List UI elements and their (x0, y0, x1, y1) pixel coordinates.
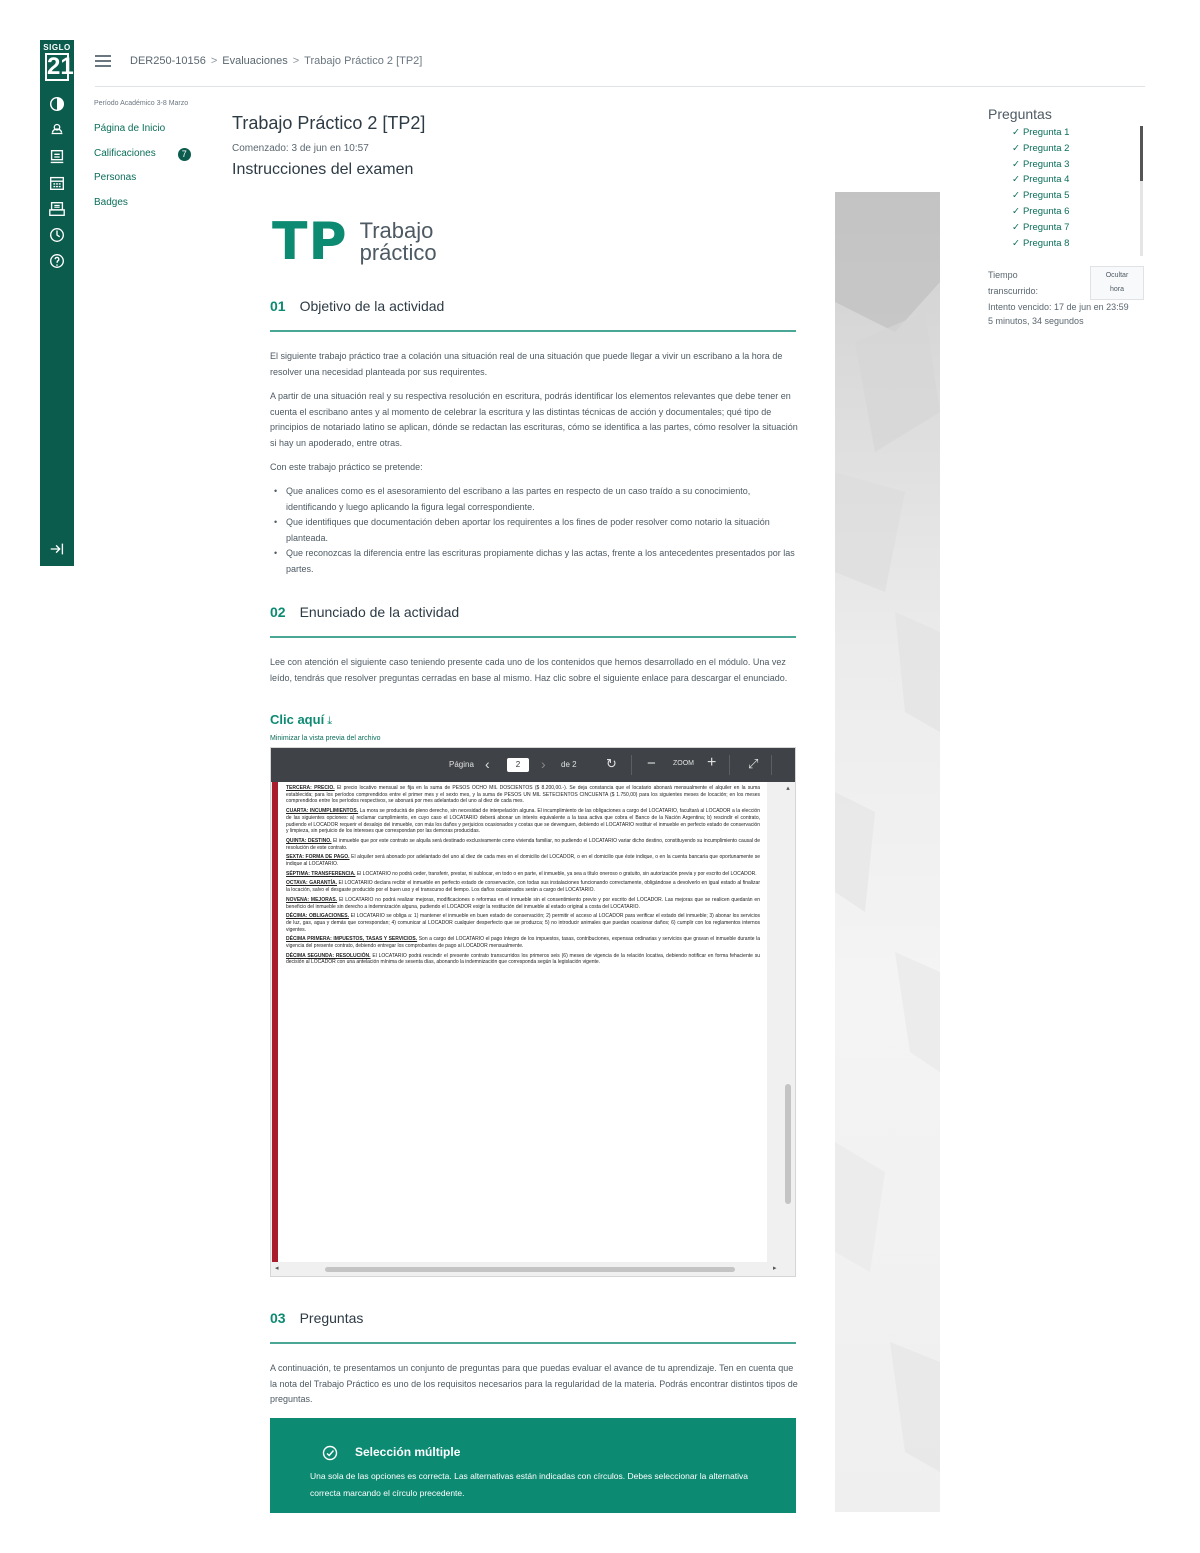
question-link[interactable] (1012, 222, 1132, 238)
answered-check-icon: ✓ (1012, 174, 1020, 186)
section-number: 03 (270, 1310, 286, 1326)
timer-label: Tiempo transcurrido: (988, 270, 1039, 296)
breadcrumb-current: Trabajo Práctico 2 [TP2] (304, 55, 423, 67)
clause-heading: SEXTA: FORMA DE PAGO. (286, 854, 350, 861)
question-label: Pregunta 7 (1022, 221, 1070, 233)
question-label: Pregunta 5 (1022, 190, 1070, 202)
toolbar-divider (729, 755, 730, 775)
course-nav (94, 100, 204, 221)
clause-text: El inmueble que por este contrato se alquila será destinado exclusivamente como vivienda familiar, no pudiendo el LOCATARIO variar dicho destino, constituyendo su incumplimiento causal de resolución de este contrato. (286, 837, 760, 851)
document-page (272, 782, 767, 1262)
document-clause (286, 913, 760, 933)
answered-check-icon: ✓ (1012, 142, 1020, 154)
course-nav-badges[interactable]: Badges (94, 196, 128, 208)
question-label: Pregunta 4 (1022, 174, 1070, 186)
inbox-icon[interactable] (47, 200, 67, 220)
clause-heading: TERCERA: PRECIO. (286, 785, 335, 791)
section-label: Preguntas (299, 1310, 364, 1326)
attempt-due: Intento vencido: 17 de jun en 23:59 (988, 302, 1129, 312)
document-text (286, 785, 760, 969)
decorative-background-image (835, 192, 940, 1512)
scroll-right-icon[interactable]: ▸ (773, 1265, 777, 1272)
clause-heading: DÉCIMA SEGUNDA: RESOLUCIÓN. (286, 952, 371, 959)
siglo21-logo[interactable] (40, 40, 74, 88)
instructions-heading: Instrucciones del examen (232, 161, 414, 178)
viewer-horizontal-scrollbar[interactable] (275, 1264, 779, 1274)
scroll-up-icon[interactable]: ▴ (786, 785, 790, 792)
question-link[interactable] (1012, 159, 1132, 175)
clause-text: El LOCATARIO se obliga a: 1) mantener el inmueble en buen estado de conservación; 2) permitir el acceso al LOCADOR para verificar el estado del inmueble; 3) abonar los servicios de luz, gas, agua y demás que correspondan; 4) comunicar al LOCADOR cualquier desperfecto que se produzca; 5) no introducir animales que puedan ocasionar daños; 6) cumplir con los reglamentos internos vigentes. (286, 913, 760, 933)
menu-toggle-icon[interactable] (95, 55, 111, 67)
breadcrumb-course[interactable]: DER250-10156 (130, 55, 206, 67)
document-clause (286, 953, 760, 966)
document-clause (286, 785, 760, 805)
clause-heading: OCTAVA: GARANTÍA. (286, 880, 337, 887)
clause-heading: QUINTA: DESTINO. (286, 837, 332, 844)
clause-heading: SÉPTIMA: TRANSFERENCIA. (286, 870, 356, 877)
history-icon[interactable] (47, 226, 67, 246)
clause-text: El precio locativo mensual se fija en la suma de PESOS OCHO MIL DOSCIENTOS ($ 8.200,00.-). Se deja constancia que el locatario abonará mensualmente el alquiler en la suma establecida; para los períodos comprendidos entre el primer mes y el sexto mes, y la suma de PESOS UN MIL SETECIENTOS CINCUENTA ($ 1.750,00) para los siguientes meses de locación; en los meses comprendidos entre los períodos respectivos, se abonará por mes adelantado del uno al diez de cada mes. (286, 785, 761, 805)
list-item: • Que identifiques que documentación deben aportar los requirentes a los fines de poder resolver como notario la situación planteada. (274, 515, 798, 546)
account-icon[interactable] (47, 120, 67, 140)
zoom-out-icon[interactable]: − (647, 755, 656, 772)
card-title: Selección múltiple (355, 1445, 461, 1459)
list-item: • Que reconozcas la diferencia entre las escrituras propiamente dichas y las actas, frente a los antecedentes presentados por las partes. (274, 546, 798, 577)
card-text: Una sola de las opciones es correcta. Las alternativas están indicadas con círculos. Debes seleccionar la alternativa correcta marcando el círculo precedente. (310, 1471, 748, 1498)
started-at: Comenzado: 3 de jun en 10:57 (232, 143, 369, 154)
answered-check-icon: ✓ (1012, 237, 1020, 249)
clause-heading: DÉCIMA PRIMERA: IMPUESTOS, TASAS Y SERVICIOS. (286, 936, 418, 943)
question-link[interactable] (1012, 127, 1132, 143)
download-link[interactable]: Clic aquí ⤓ (270, 712, 333, 727)
theme-icon[interactable] (47, 95, 67, 115)
fullscreen-icon[interactable]: ⤢ (748, 756, 759, 771)
tp-logo-text: Trabajo práctico (359, 218, 437, 265)
answered-check-icon: ✓ (1012, 205, 1020, 217)
page-total: de 2 (561, 760, 577, 769)
viewer-toolbar (271, 748, 795, 782)
objective-list (274, 484, 798, 578)
question-link[interactable] (1012, 174, 1132, 190)
toolbar-divider (631, 755, 632, 775)
breadcrumb-section[interactable]: Evaluaciones (222, 55, 288, 67)
answered-check-icon: ✓ (1012, 127, 1020, 138)
document-clause (286, 808, 760, 835)
document-viewer (270, 747, 796, 1277)
questions-title: Preguntas (988, 106, 1052, 122)
page-number-input[interactable]: 2 (507, 758, 529, 772)
tp-logo-mark: TP (272, 212, 348, 272)
questions-scrollbar[interactable] (1140, 126, 1143, 256)
header-divider (95, 86, 1145, 87)
section-label: Objetivo de la actividad (299, 298, 445, 314)
logo-number: 21 (47, 53, 74, 80)
objective-paragraph-2: A partir de una situación real y su respectiva resolución en escritura, podrás identificar los elementos relevantes que debe tener en cuenta el escribano antes y al momento de celebrar la escritura y las distintas técnicas de acción y documentales; qué tipo de principios de notariado latino se aplican, dónde se redactan las escrituras, cómo se identifica a las partes, cómo resolver la situación si hay un apoderado, entre otras. (270, 391, 798, 448)
prev-page-icon[interactable]: ‹ (485, 756, 490, 772)
next-page-icon[interactable]: › (541, 756, 546, 772)
questions-list (1012, 127, 1132, 257)
clause-text: El alquiler será abonado por adelantado del uno al diez de cada mes en el domicilio del LOCADOR, o en el domicilio que éste indique, o en la cuenta bancaria que oportunamente se indique al LOCATARIO. (286, 854, 760, 868)
question-label: Pregunta 1 (1022, 127, 1070, 138)
scrollbar-thumb[interactable] (1140, 126, 1143, 181)
answered-check-icon: ✓ (1012, 221, 1020, 233)
question-label: Pregunta 2 (1022, 142, 1070, 154)
clause-text: La mora se producirá de pleno derecho, sin necesidad de interpelación alguna. El incumplimiento de las obligaciones a cargo del LOCATARIO, facultará al LOCADOR a la elección de las siguientes opciones: a) reclamar cumplimiento, en cuyo caso el LOCATARIO deberá abonar un interés equivalente a la tasa activa que cobra el Banco de la Nación Argentina; b) rescindir el contrato, pudiendo el LOCADOR requerir el desalojo del inmueble, con más los daños y perjuicios ocasionados y costas que se devenguen, debiendo el LOCATARIO restituir el inmueble en perfecto estado de conservación y limpieza, sin perjuicio de los intereses que correspondan por las demoras producidas. (286, 808, 760, 835)
rotate-icon[interactable]: ↻ (606, 756, 617, 771)
tp-logo (272, 214, 437, 270)
clause-text: El LOCATARIO declara recibir el inmueble en perfecto estado de conservación, con todas sus instalaciones funcionando correctamente, obligándose a devolverlo en igual estado al finalizar la locación, salvo el desgaste producido por el buen uso y el transcurso del tiempo. Los daños ocasionados serán a cargo del LOCATARIO. (286, 880, 760, 894)
clause-text: El LOCATARIO podrá rescindir el presente contrato transcurridos los primeros seis (6) meses de vigencia de la relación locativa, debiendo notificar en forma fehaciente su decisión al LOCADOR con una antelación mínima de sesenta días, abonando la indemnización que corresponda según la legislación vigente. (286, 952, 760, 966)
clause-heading: NOVENA: MEJORAS. (286, 896, 338, 903)
breadcrumb-separator: > (292, 55, 300, 67)
question-label: Pregunta 6 (1022, 205, 1070, 217)
objective-paragraph-3: Con este trabajo práctico se pretende: (270, 462, 423, 472)
breadcrumb-separator: > (210, 55, 218, 67)
calendar-icon[interactable] (47, 174, 67, 194)
courses-icon[interactable] (47, 148, 67, 168)
page-label: Página (449, 760, 474, 769)
section-divider (270, 636, 796, 638)
document-margin-bar (272, 782, 278, 1262)
clause-heading: DÉCIMA: OBLIGACIONES. (286, 913, 349, 920)
question-link[interactable] (1012, 143, 1132, 159)
breadcrumb (130, 55, 422, 67)
course-nav-people[interactable]: Personas (94, 172, 137, 183)
question-link[interactable] (1012, 206, 1132, 222)
page-title: Trabajo Práctico 2 [TP2] (232, 113, 426, 133)
scrollbar-thumb[interactable] (325, 1267, 735, 1272)
course-nav-home[interactable]: Página de Inicio (94, 123, 166, 134)
zoom-label: ZOOM (673, 760, 694, 767)
document-clause (286, 838, 760, 851)
objective-paragraph-1: El siguiente trabajo práctico trae a colación una situación real de una situación que puede llegar a vivir un escribano a la hora de resolver una necesidad planteada por sus requirentes. (270, 351, 783, 377)
help-icon[interactable] (47, 252, 67, 272)
scrollbar-thumb[interactable] (785, 1084, 791, 1204)
clause-text: Son a cargo del LOCATARIO el pago íntegro de los impuestos, tasas, contribuciones, expensas ordinarias y servicios que gravan el inmueble durante la vigencia del presente contrato, debiendo entregar los comprobantes de pago al LOCADOR mensualmente. (286, 936, 760, 950)
clause-text: El LOCATARIO no podrá realizar mejoras, modificaciones o reformas en el inmueble sin el consentimiento previo y por escrito del LOCADOR. Las mejoras que se realicen quedarán en beneficio del inmueble sin derecho a indemnización alguna, pudiendo el LOCADOR exigir la restitución del inmueble al estado original a costa del LOCATARIO. (286, 896, 760, 910)
section-divider (270, 1342, 796, 1344)
download-icon: ⤓ (327, 715, 333, 727)
section-label: Enunciado de la actividad (299, 604, 460, 620)
zoom-in-icon[interactable]: + (707, 754, 717, 771)
question-link[interactable] (1012, 238, 1132, 254)
section-questions-heading (270, 1310, 796, 1328)
logo-text: SIGLO (43, 43, 71, 52)
document-clause (286, 871, 760, 878)
collapse-icon[interactable] (47, 540, 67, 560)
answered-check-icon: ✓ (1012, 158, 1020, 170)
questions-paragraph: A continuación, te presentamos un conjunto de preguntas para que puedas evaluar el avance de tu aprendizaje. Ten en cuenta que la nota del Trabajo Práctico es uno de los requisitos necesarios para la regularidad de la materia. Podrás encontrar distintos tipos de preguntas. (270, 1363, 798, 1405)
section-objective-heading (270, 298, 796, 316)
section-number: 01 (270, 298, 286, 314)
viewer-vertical-scrollbar[interactable] (783, 784, 793, 1262)
document-clause (286, 880, 760, 893)
course-nav-grades[interactable]: Calificaciones 7 (94, 148, 204, 173)
grades-badge: 7 (178, 148, 191, 161)
clause-text: El LOCATARIO no podrá ceder, transferir, prestar, ni sublocar, en todo o en parte, el inmueble, ya sea a título oneroso o gratuito, sin autorización previa y por escrito del LOCADOR. (355, 870, 757, 877)
list-item: • Que analices como es el asesoramiento del escribano a las partes en respecto de un caso traído a su conocimiento, identificando y luego aplicando la figura legal correspondiente. (274, 484, 798, 515)
answered-check-icon: ✓ (1012, 190, 1020, 202)
question-label: Pregunta 3 (1022, 158, 1070, 170)
clause-heading: CUARTA: INCUMPLIMIENTOS. (286, 808, 359, 815)
document-clause (286, 897, 760, 910)
academic-period: Período Académico 3-8 Marzo (94, 100, 189, 107)
check-circle-icon (322, 1445, 338, 1461)
question-label: Pregunta 8 (1022, 237, 1070, 249)
question-link[interactable] (1012, 190, 1132, 206)
hide-time-button[interactable]: Ocultar hora (1090, 266, 1144, 300)
document-clause (286, 854, 760, 867)
toolbar-divider (771, 755, 772, 775)
timer-info (988, 300, 1129, 328)
section-divider (270, 330, 796, 332)
global-nav (40, 40, 74, 566)
scroll-left-icon[interactable]: ◂ (275, 1265, 279, 1272)
section-statement-heading (270, 604, 796, 622)
multiple-choice-card (270, 1418, 796, 1513)
section-number: 02 (270, 604, 286, 620)
document-clause (286, 936, 760, 949)
minimize-preview-link[interactable]: Minimizar la vista previa del archivo (270, 735, 381, 742)
statement-paragraph: Lee con atención el siguiente caso teniendo presente cada uno de los contenidos que hemos desarrollado en el módulo. Una vez leído, tendrás que resolver preguntas cerradas en base al mismo. Haz clic sobre el siguiente enlace para descargar el enunciado. (270, 657, 788, 683)
elapsed-time: 5 minutos, 34 segundos (988, 316, 1084, 326)
